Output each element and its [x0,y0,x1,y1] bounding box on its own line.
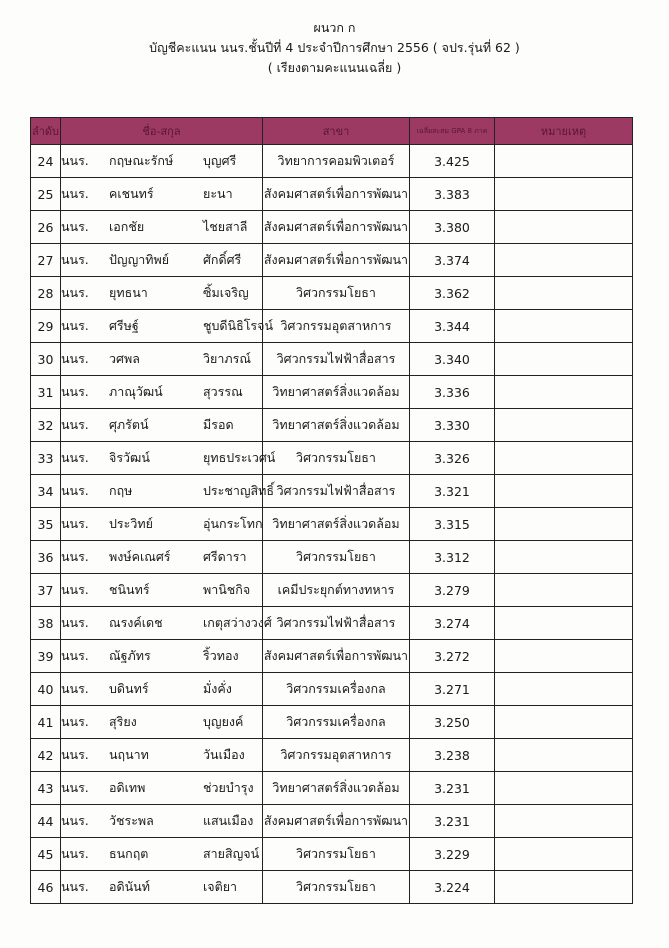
major-cell: วิศวกรรมโยธา [263,277,410,310]
table-row [31,838,633,871]
column-header-gpa: เฉลี่ยสะสม GPA 8 ภาค [410,118,495,145]
table-row [31,178,633,211]
gpa-cell: 3.229 [410,838,495,871]
name-cell [61,508,263,541]
rank-prefix: นนร. [61,813,89,828]
major-cell: วิศวกรรมโยธา [263,442,410,475]
name-cell [61,541,263,574]
remarks-cell [495,475,633,508]
first-name: สุริยง [109,714,137,729]
rank-prefix: นนร. [61,384,89,399]
gpa-cell: 3.362 [410,277,495,310]
column-header-major: สาขา [263,118,410,145]
table-row [31,343,633,376]
last-name: มั่งคั่ง [203,681,232,696]
remarks-cell [495,343,633,376]
major-cell: วิทยาศาสตร์สิ่งแวดล้อม [263,409,410,442]
table-row [31,706,633,739]
remarks-cell [495,772,633,805]
major-cell: วิศวกรรมไฟฟ้าสื่อสาร [263,475,410,508]
rank-prefix: นนร. [61,615,89,630]
table-row [31,277,633,310]
table-row [31,772,633,805]
name-cell [61,409,263,442]
rank-cell: 42 [31,739,61,772]
document-header [0,18,669,78]
rank-prefix: นนร. [61,285,89,300]
rank-prefix: นนร. [61,747,89,762]
gpa-cell: 3.344 [410,310,495,343]
table-row [31,607,633,640]
first-name: ชนินทร์ [109,582,150,597]
first-name: อดินันท์ [109,879,150,894]
rank-prefix: นนร. [61,582,89,597]
last-name: ศักดิ์ศรี [203,252,242,267]
major-cell: วิศวกรรมโยธา [263,838,410,871]
rank-cell: 36 [31,541,61,574]
gpa-cell: 3.250 [410,706,495,739]
rank-cell: 35 [31,508,61,541]
gpa-cell: 3.271 [410,673,495,706]
first-name: นฤนาท [109,747,149,762]
gpa-cell: 3.425 [410,145,495,178]
name-cell [61,244,263,277]
rank-cell: 41 [31,706,61,739]
table-row [31,541,633,574]
rank-cell: 38 [31,607,61,640]
major-cell: สังคมศาสตร์เพื่อการพัฒนา [263,244,410,277]
rank-cell: 27 [31,244,61,277]
remarks-cell [495,607,633,640]
name-cell [61,640,263,673]
first-name: ศรีษฐ์ [109,318,139,333]
table-row [31,739,633,772]
remarks-cell [495,574,633,607]
major-cell: วิศวกรรมโยธา [263,541,410,574]
table-header-row [31,118,633,145]
rank-cell: 32 [31,409,61,442]
name-cell [61,706,263,739]
rank-cell: 29 [31,310,61,343]
major-cell: วิศวกรรมโยธา [263,871,410,904]
name-cell [61,178,263,211]
remarks-cell [495,409,633,442]
major-cell: วิทยาศาสตร์สิ่งแวดล้อม [263,376,410,409]
remarks-cell [495,211,633,244]
rank-prefix: นนร. [61,681,89,696]
rank-prefix: นนร. [61,846,89,861]
first-name: กฤษ [109,483,133,498]
remarks-cell [495,838,633,871]
document-subtitle: ( เรียงตามคะแนนเฉลี่ย ) [267,60,402,75]
name-cell [61,442,276,475]
last-name: ซิ้มเจริญ [203,285,249,300]
remarks-cell [495,640,633,673]
name-cell [61,871,263,904]
gpa-cell: 3.321 [410,475,495,508]
first-name: คเชนทร์ [109,186,154,201]
remarks-cell [495,442,633,475]
remarks-cell [495,178,633,211]
gpa-cell: 3.380 [410,211,495,244]
major-cell: วิศวกรรมเครื่องกล [263,673,410,706]
remarks-cell [495,508,633,541]
rank-prefix: นนร. [61,318,89,333]
name-cell [61,277,263,310]
column-header-name: ชื่อ-สกุล [61,118,263,145]
name-cell [61,211,263,244]
gpa-cell: 3.231 [410,805,495,838]
rank-cell: 26 [31,211,61,244]
rank-prefix: นนร. [61,483,89,498]
major-cell: วิศวกรรมไฟฟ้าสื่อสาร [263,607,410,640]
first-name: ภาณุวัฒน์ [109,384,163,399]
last-name: วิยาภรณ์ [203,351,251,366]
name-cell [61,574,263,607]
first-name: บดินทร์ [109,681,149,696]
major-cell: วิทยาศาสตร์สิ่งแวดล้อม [263,772,410,805]
first-name: พงษ์คเณศร์ [109,549,171,564]
table-row [31,640,633,673]
last-name: วันเมือง [203,747,245,762]
rank-prefix: นนร. [61,417,89,432]
document-title: บัญชีคะแนน นนร.ชั้นปีที่ 4 ประจำปีการศึกษา 2556 ( จปร.รุ่นที่ 62 ) [149,40,520,55]
first-name: ณัฐภัทร [109,648,151,663]
first-name: เอกชัย [109,219,145,234]
major-cell: วิทยาการคอมพิวเตอร์ [263,145,410,178]
rank-prefix: นนร. [61,219,89,234]
table-row [31,244,633,277]
last-name: สายสิญจน์ [203,846,260,861]
remarks-cell [495,541,633,574]
last-name: ชูบดีนิธิโรจน์ [203,318,274,333]
rank-cell: 25 [31,178,61,211]
last-name: อุ่นกระโทก [203,516,263,531]
remarks-cell [495,244,633,277]
remarks-cell [495,805,633,838]
table-row [31,871,633,904]
name-cell [61,376,263,409]
column-header-rank: ลำดับ [31,118,61,145]
rank-prefix: นนร. [61,780,89,795]
first-name: ณรงค์เดช [109,615,163,630]
table-row [31,574,633,607]
first-name: ศุภรัตน์ [109,417,149,432]
last-name: เจติยา [203,879,238,894]
name-cell [61,805,263,838]
gpa-cell: 3.312 [410,541,495,574]
gpa-cell: 3.274 [410,607,495,640]
appendix-label: ผนวก ก [313,20,356,35]
first-name: อดิเทพ [109,780,146,795]
rank-prefix: นนร. [61,549,89,564]
rank-cell: 40 [31,673,61,706]
remarks-cell [495,376,633,409]
remarks-cell [495,145,633,178]
name-cell [61,343,263,376]
last-name: ช่วยบำรุง [203,780,254,795]
rank-cell: 46 [31,871,61,904]
rank-cell: 37 [31,574,61,607]
name-cell [61,310,274,343]
name-cell [61,673,263,706]
name-cell [61,772,263,805]
table-row [31,475,633,508]
score-table [30,117,633,904]
remarks-cell [495,310,633,343]
gpa-cell: 3.279 [410,574,495,607]
last-name: ไชยสาลี [203,219,248,234]
last-name: แสนเมือง [203,813,254,828]
table-body [31,145,633,904]
rank-prefix: นนร. [61,879,89,894]
major-cell: วิศวกรรมอุตสาหการ [263,739,410,772]
first-name: จิรวัฒน์ [109,450,150,465]
name-cell [61,838,263,871]
major-cell: สังคมศาสตร์เพื่อการพัฒนา [263,178,410,211]
rank-cell: 28 [31,277,61,310]
first-name: ปัญญาทิพย์ [109,252,170,267]
rank-prefix: นนร. [61,153,89,168]
rank-prefix: นนร. [61,648,89,663]
last-name: ประชาญสิทธิ์ [203,483,275,498]
remarks-cell [495,871,633,904]
last-name: ยุทธประเวศน์ [203,450,276,465]
rank-prefix: นนร. [61,252,89,267]
last-name: ยะนา [203,186,233,201]
table-row [31,376,633,409]
last-name: ศรีดารา [203,549,247,564]
major-cell: วิศวกรรมเครื่องกล [263,706,410,739]
table-row [31,409,633,442]
last-name: สุวรรณ [203,384,243,399]
gpa-cell: 3.224 [410,871,495,904]
rank-prefix: นนร. [61,351,89,366]
gpa-cell: 3.336 [410,376,495,409]
remarks-cell [495,706,633,739]
major-cell: วิทยาศาสตร์สิ่งแวดล้อม [263,508,410,541]
first-name: วัชระพล [109,813,154,828]
name-cell [61,475,275,508]
rank-cell: 43 [31,772,61,805]
last-name: เกตุสว่างวงศ์ [203,615,272,630]
gpa-cell: 3.374 [410,244,495,277]
rank-prefix: นนร. [61,186,89,201]
name-cell [61,739,263,772]
name-cell [61,607,272,640]
table-row [31,310,633,343]
first-name: วศพล [109,351,140,366]
gpa-cell: 3.326 [410,442,495,475]
rank-prefix: นนร. [61,450,89,465]
last-name: ริ้วทอง [203,648,239,663]
rank-cell: 24 [31,145,61,178]
gpa-cell: 3.238 [410,739,495,772]
gpa-cell: 3.383 [410,178,495,211]
major-cell: สังคมศาสตร์เพื่อการพัฒนา [263,805,410,838]
last-name: มีรอด [203,417,234,432]
rank-cell: 44 [31,805,61,838]
first-name: ประวิทย์ [109,516,153,531]
rank-cell: 30 [31,343,61,376]
major-cell: สังคมศาสตร์เพื่อการพัฒนา [263,640,410,673]
rank-prefix: นนร. [61,516,89,531]
remarks-cell [495,739,633,772]
rank-cell: 39 [31,640,61,673]
last-name: บุญยงค์ [203,714,244,729]
table-row [31,211,633,244]
table-row [31,442,633,475]
gpa-cell: 3.330 [410,409,495,442]
rank-cell: 33 [31,442,61,475]
gpa-cell: 3.340 [410,343,495,376]
remarks-cell [495,277,633,310]
table-row [31,673,633,706]
gpa-cell: 3.315 [410,508,495,541]
table-row [31,508,633,541]
rank-cell: 31 [31,376,61,409]
rank-cell: 45 [31,838,61,871]
rank-cell: 34 [31,475,61,508]
gpa-cell: 3.272 [410,640,495,673]
first-name: กฤษณะรักษ์ [109,153,174,168]
table-row [31,805,633,838]
remarks-cell [495,673,633,706]
first-name: ธนกฤต [109,846,149,861]
major-cell: วิศวกรรมไฟฟ้าสื่อสาร [263,343,410,376]
major-cell: เคมีประยุกต์ทางทหาร [263,574,410,607]
last-name: พานิชกิจ [203,582,251,597]
major-cell: วิศวกรรมอุตสาหการ [263,310,410,343]
major-cell: สังคมศาสตร์เพื่อการพัฒนา [263,211,410,244]
name-cell [61,145,263,178]
rank-prefix: นนร. [61,714,89,729]
first-name: ยุทธนา [109,285,148,300]
column-header-remarks: หมายเหตุ [495,118,633,145]
last-name: บุญศรี [203,153,237,168]
table-row [31,145,633,178]
gpa-cell: 3.231 [410,772,495,805]
